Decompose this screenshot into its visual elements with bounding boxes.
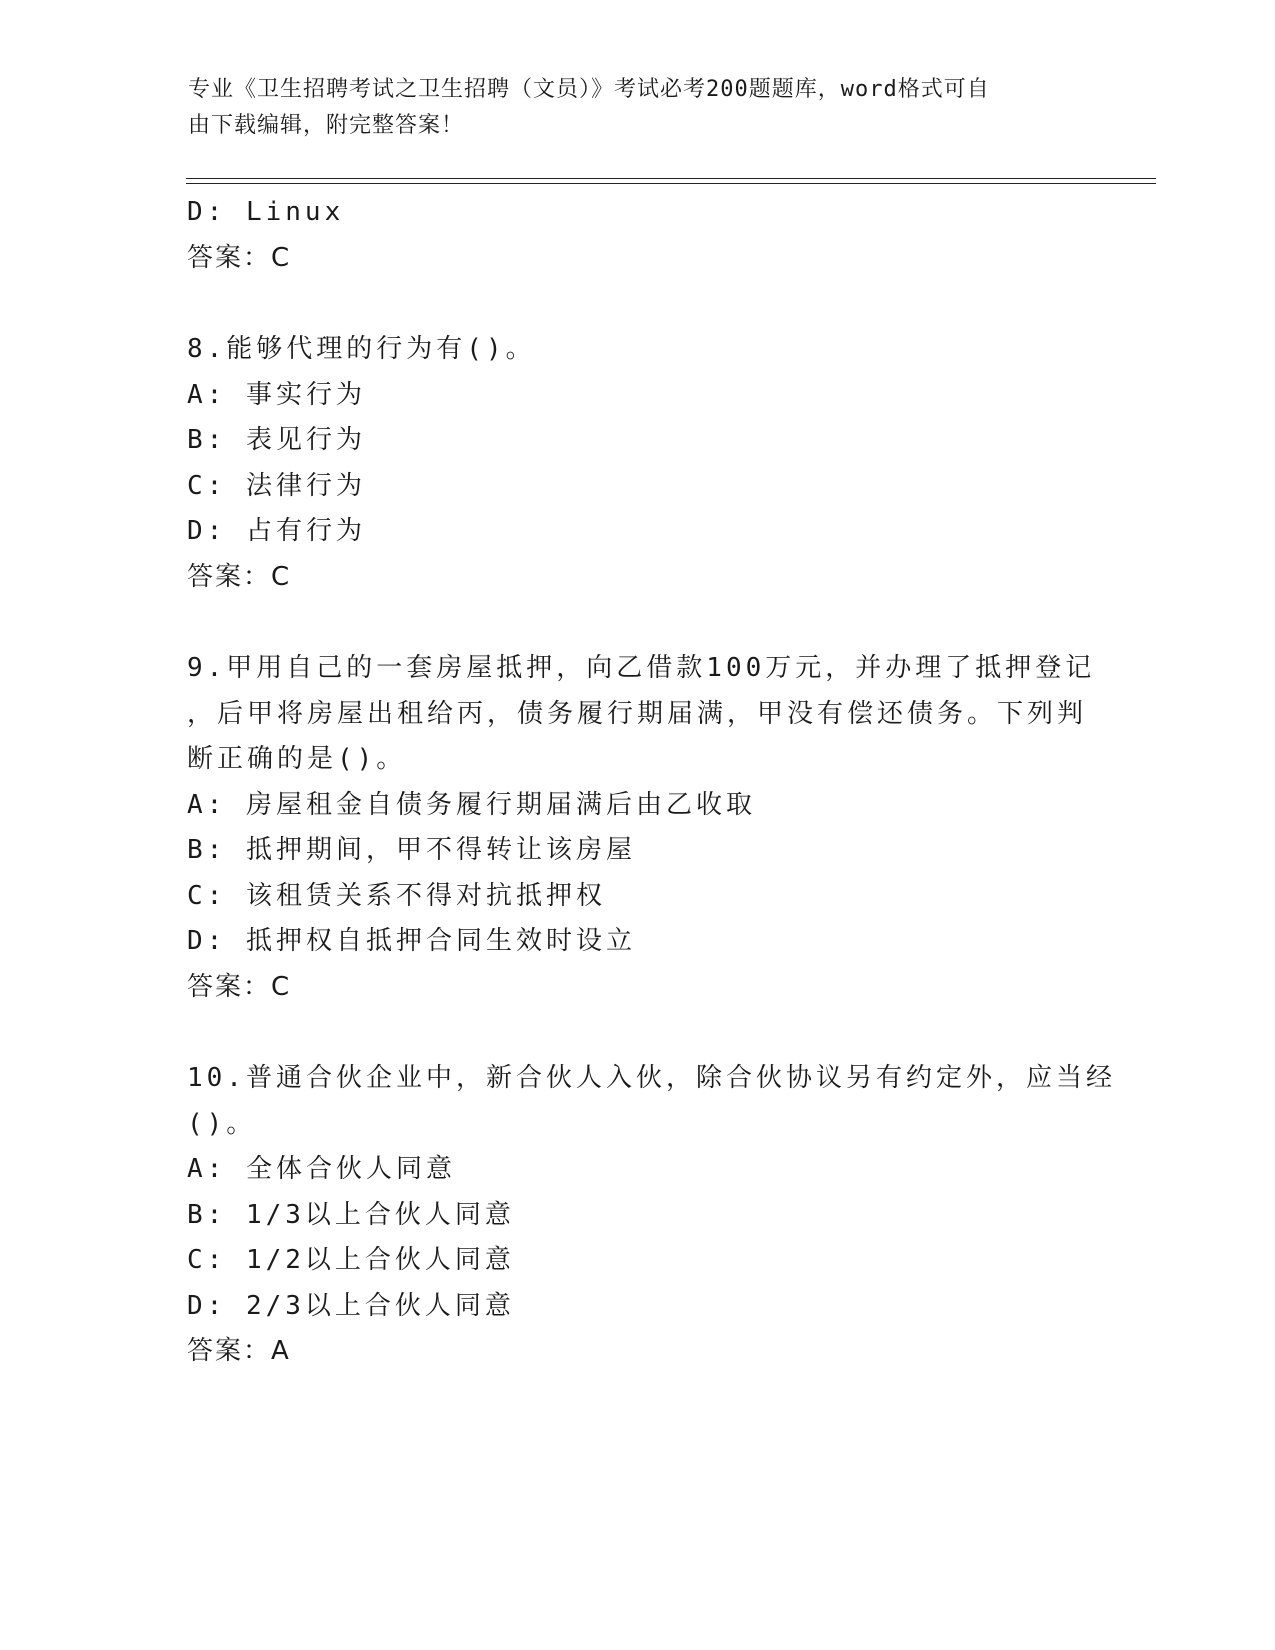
question-10-option-c: C: 1/2以上合伙人同意	[187, 1245, 515, 1275]
document-header	[188, 72, 1078, 144]
question-9-stem-line-1: 9.甲用自己的一套房屋抵押，向乙借款100万元，并办理了抵押登记	[187, 653, 1096, 683]
question-10	[187, 1056, 1116, 1375]
question-8-option-a: A: 事实行为	[187, 379, 366, 410]
question-10-answer: 答案：A	[187, 1336, 291, 1366]
header-line-2: 由下载编辑，附完整答案！	[188, 113, 465, 138]
header-divider	[186, 178, 1156, 184]
question-9-stem-line-3: 断正确的是()。	[187, 744, 407, 774]
question-9-option-d: D: 抵押权自抵押合同生效时设立	[187, 926, 636, 956]
question-8-option-d: D: 占有行为	[187, 516, 366, 546]
question-8-option-b: B: 表见行为	[187, 425, 366, 455]
question-9-option-b: B: 抵押期间，甲不得转让该房屋	[187, 835, 636, 865]
question-9-option-a: A: 房屋租金自债务履行期届满后由乙收取	[187, 789, 756, 820]
header-line-1: 专业《卫生招聘考试之卫生招聘（文员）》考试必考200题题库，word格式可自	[188, 77, 990, 102]
question-10-option-b: B: 1/3以上合伙人同意	[187, 1199, 515, 1230]
question-8-option-c: C: 法律行为	[187, 470, 366, 501]
question-9	[187, 646, 1096, 1010]
question-10-stem-line-2: ()。	[187, 1108, 257, 1139]
prev-answer: 答案：C	[187, 242, 292, 273]
question-10-option-d: D: 2/3以上合伙人同意	[187, 1290, 515, 1321]
question-list	[187, 190, 1116, 1375]
question-9-option-c: C: 该租赁关系不得对抗抵押权	[187, 880, 606, 911]
question-10-stem-line-1: 10.普通合伙企业中，新合伙人入伙，除合伙协议另有约定外，应当经	[187, 1063, 1116, 1093]
question-8-stem: 8.能够代理的行为有()。	[187, 334, 536, 364]
question-10-option-a: A: 全体合伙人同意	[187, 1154, 456, 1184]
question-9-stem-line-2: ，后甲将房屋出租给丙，债务履行期届满，甲没有偿还债务。下列判	[187, 698, 1088, 729]
question-8	[187, 327, 1087, 600]
question-9-answer: 答案：C	[187, 971, 292, 1002]
question-8-answer: 答案：C	[187, 561, 292, 592]
prev-option-d: D: Linux	[187, 197, 345, 227]
